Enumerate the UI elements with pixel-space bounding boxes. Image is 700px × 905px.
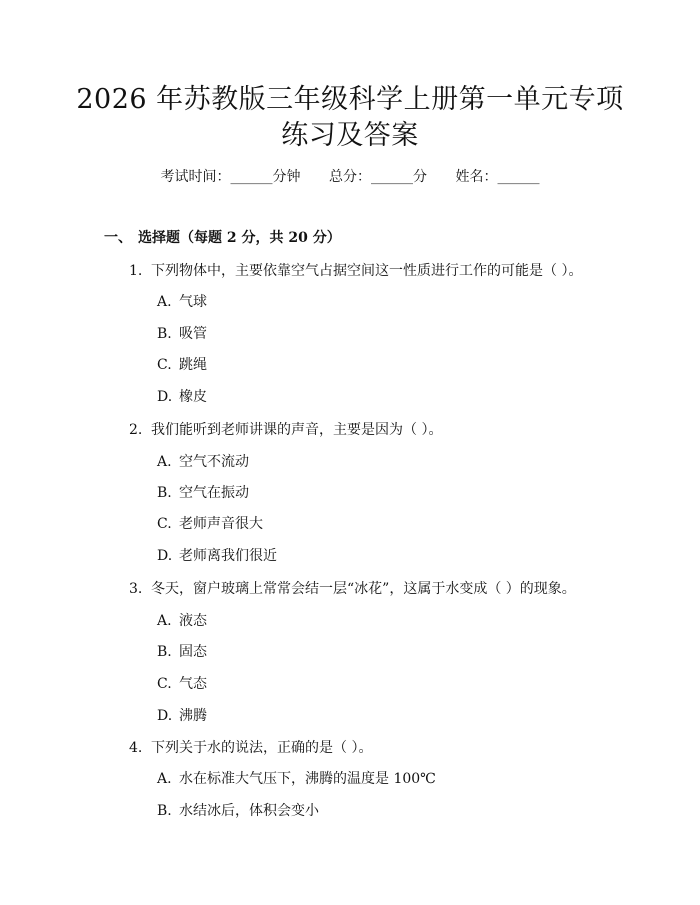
exam-time-label: 考试时间： (160, 169, 231, 185)
title-line-2: 练习及答案 (281, 120, 419, 151)
q2-option-b (157, 483, 249, 503)
q1-option-b (157, 324, 207, 344)
student-name-blank: ______ (497, 169, 540, 185)
option-letter: C. (157, 676, 172, 692)
q3-option-a (157, 611, 207, 631)
option-letter: D. (157, 389, 173, 405)
question-number: 4. (129, 740, 143, 756)
option-text: 老师声音很大 (179, 516, 263, 532)
q2-option-d (157, 546, 277, 566)
option-text: 固态 (179, 644, 207, 660)
option-text: 老师离我们很近 (179, 548, 277, 564)
section-title: 选择题（每题 2 分，共 20 分） (138, 230, 341, 246)
total-score (329, 167, 427, 187)
option-letter: D. (157, 708, 173, 724)
question-1 (129, 261, 582, 281)
q3-option-b (157, 642, 207, 662)
section-number: 一、 (104, 230, 132, 246)
question-4 (129, 738, 372, 758)
exam-time-blank: ______ (230, 169, 273, 185)
exam-meta-line (0, 167, 700, 187)
question-text: 冬天，窗户玻璃上常常会结一层“冰花”，这属于水变成（ ）的现象。 (151, 581, 576, 597)
option-letter: B. (157, 803, 172, 819)
option-letter: C. (157, 357, 172, 373)
option-text: 橡皮 (179, 389, 207, 405)
q3-option-c (157, 674, 207, 694)
student-name (455, 167, 539, 187)
option-letter: D. (157, 548, 173, 564)
student-name-label: 姓名： (455, 169, 498, 185)
title-line-1: 2026 年苏教版三年级科学上册第一单元专项 (76, 84, 624, 115)
total-score-label: 总分： (329, 169, 371, 185)
option-letter: A. (157, 613, 172, 629)
total-score-unit: 分 (413, 169, 427, 185)
option-letter: B. (157, 644, 172, 660)
option-letter: A. (157, 771, 172, 787)
option-letter: A. (157, 454, 172, 470)
q1-option-d (157, 387, 207, 407)
q2-option-a (157, 452, 249, 472)
q4-option-a (157, 769, 436, 789)
question-text: 我们能听到老师讲课的声音，主要是因为（ ）。 (151, 422, 443, 438)
exam-time-unit: 分钟 (272, 169, 301, 185)
option-text: 空气在振动 (179, 485, 249, 501)
option-text: 气球 (179, 294, 207, 310)
section-heading (104, 228, 341, 248)
option-text: 跳绳 (179, 357, 207, 373)
exam-time (161, 167, 301, 187)
option-text: 气态 (179, 676, 207, 692)
q3-option-d (157, 706, 207, 726)
option-letter: B. (157, 326, 172, 342)
q1-option-a (157, 292, 207, 312)
option-letter: A. (157, 294, 172, 310)
q2-option-c (157, 514, 263, 534)
question-number: 3. (129, 581, 143, 597)
option-letter: C. (157, 516, 172, 532)
question-number: 1. (129, 263, 143, 279)
option-text: 水在标准大气压下，沸腾的温度是 100℃ (179, 771, 436, 787)
question-2 (129, 420, 442, 440)
option-text: 液态 (179, 613, 207, 629)
question-text: 下列物体中，主要依靠空气占据空间这一性质进行工作的可能是（ ）。 (151, 263, 583, 279)
option-letter: B. (157, 485, 172, 501)
option-text: 吸管 (179, 326, 207, 342)
question-3 (129, 579, 576, 599)
option-text: 沸腾 (179, 708, 207, 724)
q1-option-c (157, 355, 207, 375)
question-text: 下列关于水的说法，正确的是（ ）。 (151, 740, 373, 756)
option-text: 水结冰后，体积会变小 (179, 803, 319, 819)
total-score-blank: ______ (371, 169, 413, 185)
option-text: 空气不流动 (179, 454, 249, 470)
q4-option-b (157, 801, 319, 821)
question-number: 2. (129, 422, 143, 438)
